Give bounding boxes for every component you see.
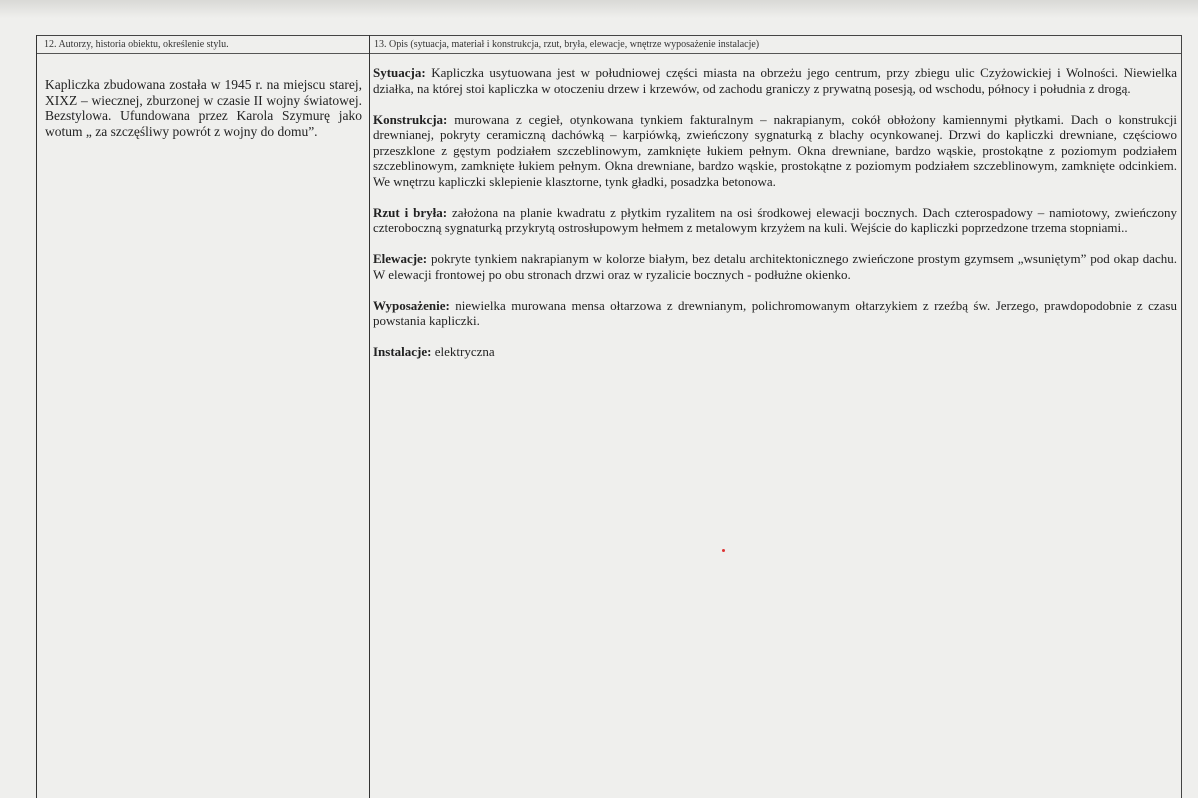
section-text: elektryczna: [434, 344, 495, 359]
description-column: [373, 65, 1177, 360]
section-13-header: 13. Opis (sytuacja, materiał i konstrukcja, rzut, bryła, elewacje, wnętrze wyposażenie instalacje): [374, 39, 760, 50]
section-text: Kapliczka usytuowana jest w południowej części miasta na obrzeżu jego centrum, przy zbiegu ulic Czyżowickiej i Wolności. Niewielka działka, na której stoi kapliczka w otoczeniu drzew i krzewów, od zachodu graniczy z prywatną posesją, od wschodu, północy i południa z drogą.: [373, 65, 1177, 96]
header-row-border: [36, 53, 1182, 54]
table-right-border: [1181, 35, 1182, 798]
section-instalacje: [373, 344, 1177, 360]
history-text: Kapliczka zbudowana została w 1945 r. na miejscu starej, XIXZ – wiecznej, zburzonej w czasie II wojny światowej. Bezstylowa. Ufundowana przez Karola Szymurę jako wotum „ za szczęśliwy powrót z wojny do domu”.: [45, 77, 362, 139]
table-top-border: [36, 35, 1182, 36]
section-12-header: 12. Autorzy, historia obiektu, określenie stylu.: [44, 39, 229, 50]
section-elewacje: [373, 251, 1177, 282]
scan-edge: [0, 0, 1198, 18]
section-label: Elewacje:: [373, 251, 428, 266]
ink-speck: [722, 549, 725, 552]
section-label: Konstrukcja:: [373, 111, 448, 127]
section-wyposazenie: [373, 298, 1177, 329]
table-left-border: [36, 35, 37, 798]
section-label: Sytuacja:: [373, 65, 426, 80]
section-text: niewielka murowana mensa ołtarzowa z drewnianym, polichromowanym ołtarzykiem z rzeźbą św. Jerzego, prawdopodobnie z czasu powstania kapliczki.: [373, 297, 1177, 328]
section-text: założona na planie kwadratu z płytkim ryzalitem na osi środkowej elewacji bocznych. Dach czterospadowy – namiotowy, zwieńczony czteroboczną sygnaturką przykrytą ostrosłupowym hełmem z metalowym krzyżem na kuli. Wejście do kapliczki poprzedzone trzema stopniami..: [373, 204, 1177, 235]
section-label: Wyposażenie:: [373, 297, 450, 313]
section-text: pokryte tynkiem nakrapianym w kolorze białym, bez detalu architektonicznego zwieńczone prostym gzymsem „wsuniętym” pod okap dachu. W elewacji frontowej po obu stronach drzwi oraz w ryzalicie bocznych - podłużne okienko.: [373, 251, 1178, 282]
section-sytuacja: [373, 65, 1177, 96]
section-konstrukcja: [373, 112, 1177, 190]
section-rzut-i-bryla: [373, 205, 1177, 236]
section-label: Instalacje:: [373, 344, 432, 359]
section-text: murowana z cegieł, otynkowana tynkiem fakturalnym – nakrapianym, cokół obłożony kamiennymi płytkami. Dach o konstrukcji drewnianej, pokryty ceramiczną dachówką – karpiówką, zwieńczony sygnaturką z blachy ocynkowanej. Drzwi do kapliczki drewniane, częściowo przeszklone z gęstym podziałem szczeblinowym, zamknięte łukiem pełnym. Okna drewniane, bardzo wąskie, prostokątne z poziomym podziałem szczeblinowym, zamknięte łukiem pełnym. Okna drewniane, bardzo wąskie, prostokątne z poziomym podziałem szczeblinowym, zamknięte odcinkiem. We wnętrzu kapliczki sklepienie klasztorne, tynk gładki, posadzka betonowa.: [373, 111, 1178, 189]
section-label: Rzut i bryła:: [373, 204, 448, 220]
column-divider: [369, 35, 370, 798]
